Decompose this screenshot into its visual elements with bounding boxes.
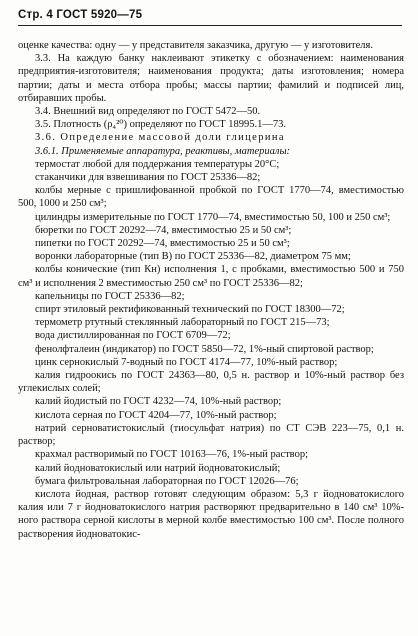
body-paragraph: калия гидроокись по ГОСТ 24363—80, 0,5 н. раствор и 10%-ный раствор без углекислых солей; <box>18 370 404 395</box>
body-paragraph: 3.6. Определение массовой доли глицерина <box>35 132 285 144</box>
body-paragraph: воронки лабораторные (тип В) по ГОСТ 25336—82, диаметром 75 мм; <box>35 251 351 263</box>
body-paragraph: капельницы по ГОСТ 25336—82; <box>35 290 185 302</box>
body-paragraph: колбы мерные с пришлифованной пробкой по ГОСТ 1770—74, вместимостью 500, 1000 и 250 см³; <box>18 185 404 210</box>
body-paragraph: натрий серноватистокислый (тиосульфат натрия) по СТ СЭВ 223—75, 0,1 н. раствор; <box>18 422 404 448</box>
body-paragraph: бумага фильтровальная лабораторная по ГОСТ 12026—76; <box>35 475 299 487</box>
body-paragraph: 3.4. Внешний вид определяют по ГОСТ 5472—50. <box>35 106 261 118</box>
body-paragraph: стаканчики для взвешивания по ГОСТ 25336—82; <box>35 172 261 184</box>
body-paragraph: крахмал растворимый по ГОСТ 10163—76, 1%-ный раствор; <box>35 449 308 461</box>
body-paragraph: колбы конические (тип Кн) исполнения 1, с пробками, вместимостью 500 и 750 см³ и исполнения 2 вместимостью 250 см³ по ГОСТ 25336—82; <box>18 264 404 289</box>
body-paragraph: спирт этиловый ректификованный технический по ГОСТ 18300—72; <box>35 304 345 316</box>
body-paragraph: кислота серная по ГОСТ 4204—77, 10%-ный раствор; <box>35 409 277 421</box>
body-paragraph: 3.6.1. Применяемые аппаратура, реактивы, материалы: <box>35 145 291 157</box>
body-paragraph: термостат любой для поддержания температуры 20°С; <box>35 158 280 170</box>
body-paragraph: вода дистиллированная по ГОСТ 6709—72; <box>35 330 231 342</box>
body-paragraph: калий йодноватокислый или натрий йодноватокислый; <box>35 462 281 474</box>
header-rule <box>18 25 402 26</box>
body-paragraph: термометр ртутный стеклянный лабораторный по ГОСТ 215—73; <box>35 317 330 329</box>
document-body <box>18 39 404 541</box>
body-paragraph: оценке качества: одну — у представителя заказчика, другую — у изготовителя. <box>18 40 373 51</box>
page-header <box>18 9 402 26</box>
body-paragraph: фенолфталеин (индикатор) по ГОСТ 5850—72, 1%-ный спиртовой раствор; <box>35 343 374 355</box>
body-paragraph: 3.3. На каждую банку наклеивают этикетку с обозначением: наименования предприятия-изготовителя; наименования продукта; даты изготовления; номера партии; даты и места отбора пробы; массы партии; фамилий и подписей лиц, отбиравших пробы. <box>18 53 404 104</box>
body-paragraph: бюретки по ГОСТ 20292—74, вместимостью 25 и 50 см³; <box>35 224 292 236</box>
body-paragraph: цинк сернокислый 7-водный по ГОСТ 4174—77, 10%-ный раствор; <box>35 356 338 368</box>
body-paragraph: 3.5. Плотность (ρ₄²⁰) определяют по ГОСТ 18995.1—73. <box>35 119 287 131</box>
body-paragraph: калий йодистый по ГОСТ 4232—74, 10%-ный раствор; <box>35 396 282 408</box>
body-paragraph: пипетки по ГОСТ 20292—74, вместимостью 25 и 50 см³; <box>35 238 290 250</box>
page-header-title: Стр. 4 ГОСТ 5920—75 <box>18 9 143 21</box>
body-paragraph: цилиндры измерительные по ГОСТ 1770—74, вместимостью 50, 100 и 250 см³; <box>35 211 391 223</box>
body-paragraph: кислота йодная, раствор готовят следующим образом: 5,3 г йодноватокислого калия или 7 г йодноватокислого натрия растворяют предварительно в 140 см³ 10%-ного раствора серной кислоты в мерной колбе вместимостью 100 см³. После полного растворения йодноватокис- <box>18 488 404 540</box>
